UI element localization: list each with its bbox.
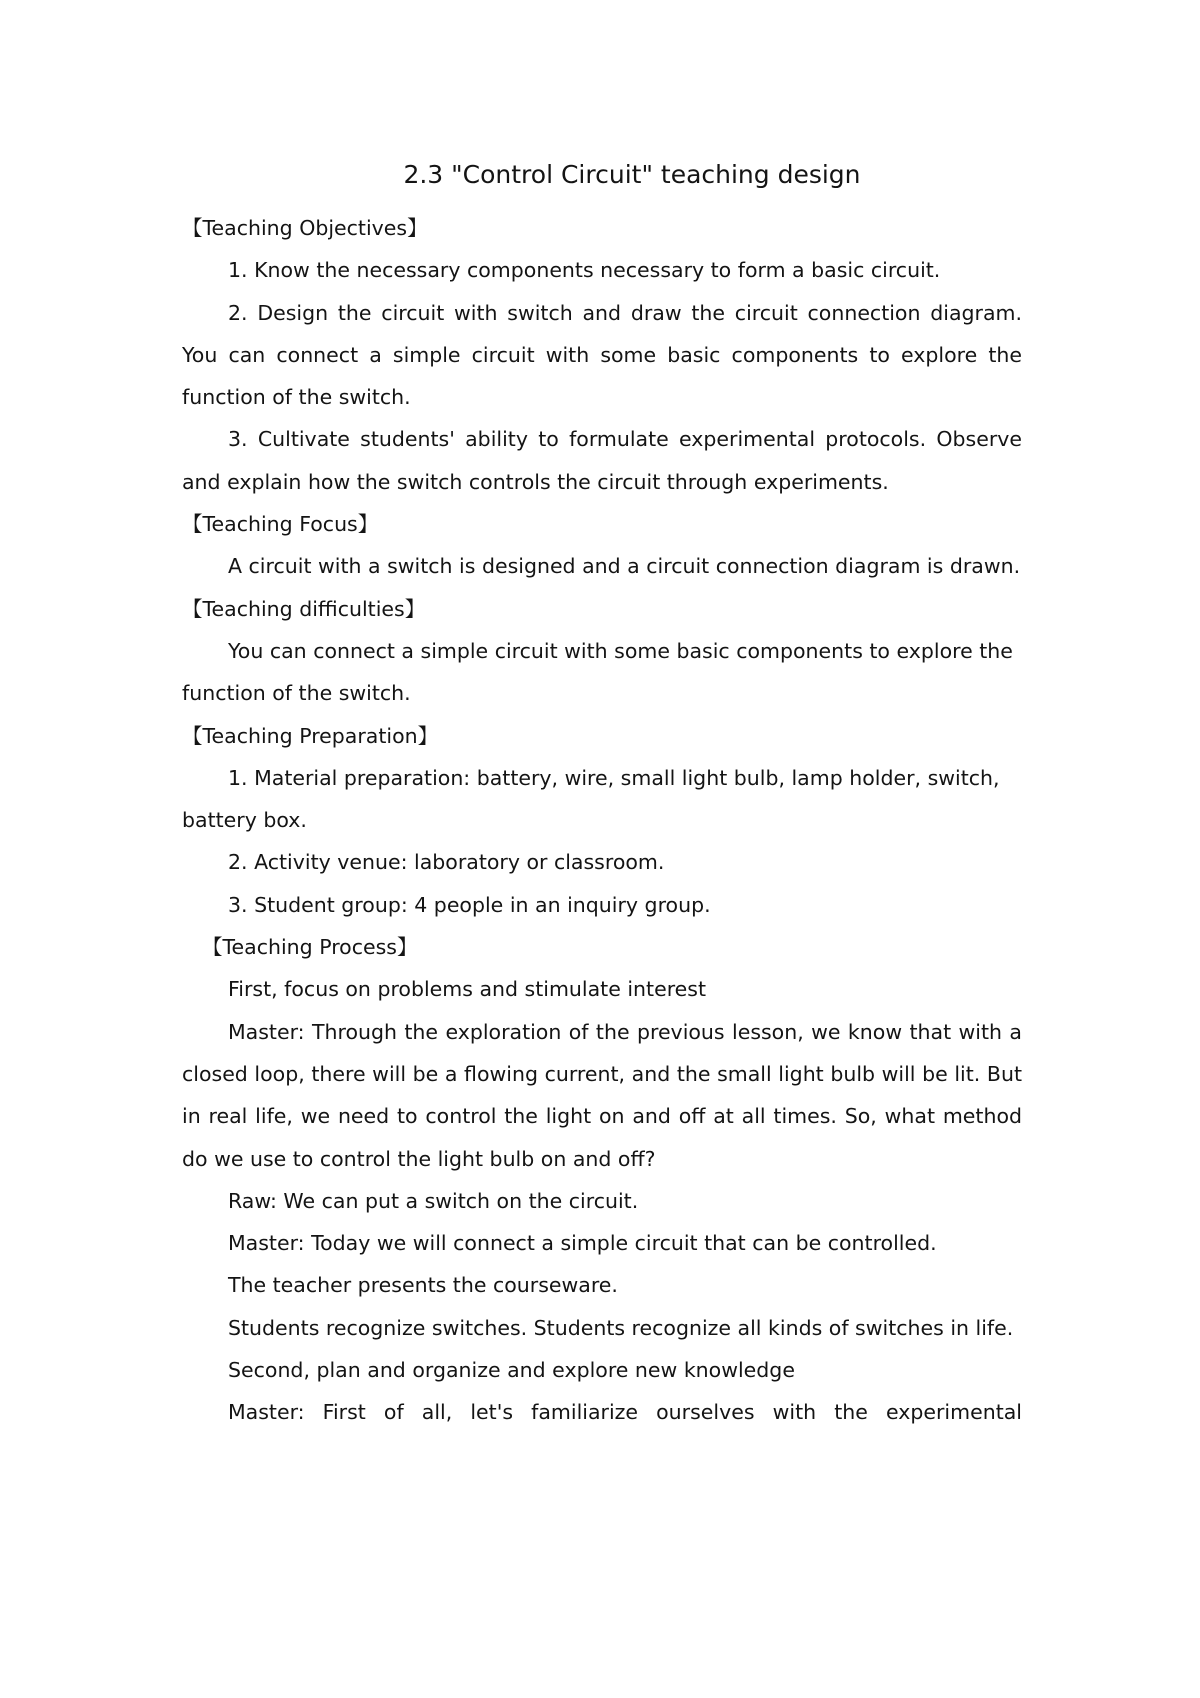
- process-item: Students recognize switches. Students recognize all kinds of switches in life.: [228, 1315, 1014, 1340]
- objectives-heading: 【Teaching Objectives】: [182, 216, 428, 240]
- preparation-item: 2. Activity venue: laboratory or classroom.: [228, 850, 665, 875]
- objective-item: 3. Cultivate students' ability to formulate experimental protocols. Observe and explain how the switch controls the circuit through experiments.: [182, 427, 1022, 494]
- process-heading: 【Teaching Process】: [202, 935, 418, 960]
- process-item: Second, plan and organize and explore new knowledge: [228, 1358, 795, 1383]
- preparation-heading: 【Teaching Preparation】: [182, 723, 439, 748]
- objective-item: 2. Design the circuit with switch and draw the circuit connection diagram. You can connect a simple circuit with some basic components to explore the function of the switch.: [182, 300, 1022, 410]
- process-item: Master: Through the exploration of the previous lesson, we know that with a closed loop, there will be a flowing current, and the small light bulb will be lit. But in real life, we need to control the light on and off at all times. So, what method do we use to control the light bulb on and off?: [182, 1019, 1022, 1171]
- process-item: The teacher presents the courseware.: [228, 1273, 618, 1298]
- objective-item: 1. Know the necessary components necessary to form a basic circuit.: [228, 258, 941, 283]
- process-item: Master: First of all, let's familiarize ourselves with the experimental: [228, 1400, 1022, 1425]
- document-title: 2.3 "Control Circuit" teaching design: [403, 160, 861, 189]
- preparation-item: 3. Student group: 4 people in an inquiry group.: [228, 892, 711, 917]
- focus-heading: 【Teaching Focus】: [182, 512, 379, 537]
- difficulties-heading: 【Teaching difficulties】: [182, 596, 426, 621]
- document-page: [182, 155, 1022, 1434]
- difficulties-text: You can connect a simple circuit with some basic components to explore the function of the switch.: [182, 638, 1013, 706]
- process-item: First, focus on problems and stimulate interest: [228, 977, 706, 1002]
- preparation-item: 1. Material preparation: battery, wire, small light bulb, lamp holder, switch, battery box.: [182, 765, 1000, 833]
- process-item: Raw: We can put a switch on the circuit.: [228, 1188, 639, 1213]
- process-item: Master: Today we will connect a simple circuit that can be controlled.: [228, 1231, 937, 1256]
- focus-text: A circuit with a switch is designed and a circuit connection diagram is drawn.: [228, 554, 1021, 579]
